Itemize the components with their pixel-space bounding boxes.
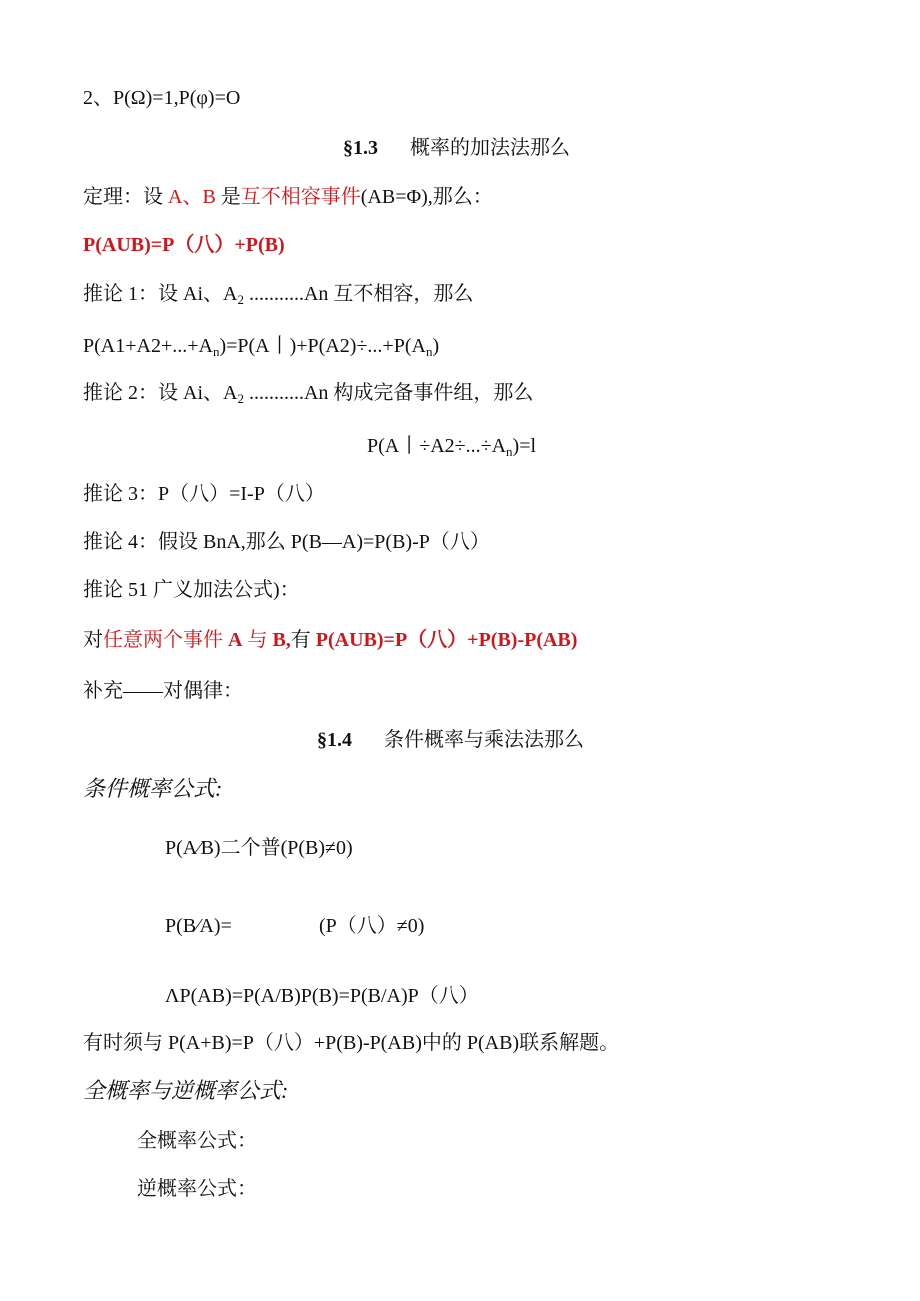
corollary-1-formula — [83, 334, 439, 358]
duality-law: 补充——对偶律： — [83, 680, 243, 702]
section-title: 概率的加法法那么 — [410, 137, 570, 159]
subscript: n — [212, 344, 220, 359]
subscript: n — [506, 444, 513, 459]
corollary-2-text-2: ...........An 构成完备事件组，那么 — [243, 382, 534, 404]
section-number: §1.3 — [343, 137, 378, 159]
conditional-formula-1: P(A⁄B)二个普(P(B)≠0) — [165, 837, 353, 859]
theorem-mutually-exclusive: 互不相容事件 — [240, 186, 361, 208]
section-title: 条件概率与乘法法那么 — [384, 729, 584, 751]
conditional-probability-title: 条件概率公式: — [83, 776, 223, 801]
text-have: 有 — [290, 629, 316, 651]
text-and: 与 — [242, 629, 273, 651]
theorem-text-3: (AB=Φ),那么： — [360, 186, 493, 208]
formula-part: P(A1+A2+...+A — [83, 335, 213, 357]
formula-part-2: )=P(A丨)+P(A2)÷...+P(A — [219, 335, 426, 357]
subscript: 2 — [237, 391, 244, 406]
general-addition-formula — [83, 628, 577, 652]
multiplication-formula: ΛP(AB)=P(A/B)P(B)=P(B/A)P（八） — [165, 985, 479, 1007]
corollary-4: 推论 4：假设 BnA,那么 P(B—A)=P(B)-P（八） — [83, 531, 490, 553]
corollary-5: 推论 51 广义加法公式)： — [83, 579, 300, 601]
formula-left: P(B⁄A)= — [165, 915, 232, 937]
corollary-1 — [83, 282, 473, 306]
event-a: A — [228, 629, 243, 651]
line-prob-omega: 2、P(Ω)=1,P(φ)=O — [83, 87, 241, 109]
section-number: §1.4 — [317, 729, 352, 751]
total-inverse-title: 全概率与逆概率公式: — [83, 1078, 289, 1103]
corollary-2 — [83, 381, 533, 405]
total-probability-label: 全概率公式： — [137, 1130, 257, 1152]
text-any-two-events: 任意两个事件 — [103, 629, 228, 651]
theorem-line — [83, 185, 493, 209]
corollary-1-text-2: ...........An 互不相容，那么 — [243, 283, 474, 305]
event-b: B, — [272, 629, 291, 651]
formula-part-3: ) — [432, 335, 440, 357]
corollary-2-text: 推论 2：设 Ai、A — [83, 382, 238, 404]
formula-part: P(A丨÷A2÷...÷A — [367, 435, 507, 457]
text: 对 — [83, 629, 103, 651]
theorem-text-2: 是 — [215, 186, 241, 208]
conditional-formula-2-condition: (P（八）≠0) — [319, 915, 425, 937]
corollary-1-text: 推论 1：设 Ai、A — [83, 283, 238, 305]
general-formula: P(AUB)=P（八）+P(B)-P(AB) — [315, 629, 578, 651]
theorem-text: 定理：设 — [83, 186, 168, 208]
corollary-2-formula — [367, 434, 536, 458]
conditional-formula-2 — [165, 914, 232, 938]
subscript: n — [425, 344, 433, 359]
inverse-probability-label: 逆概率公式： — [137, 1178, 257, 1200]
corollary-3: 推论 3：P（八）=I-P（八） — [83, 483, 325, 505]
theorem-events: A、B — [168, 186, 216, 208]
formula-part-2: )=l — [512, 435, 537, 457]
note-line: 有时须与 P(A+B)=P（八）+P(B)-P(AB)中的 P(AB)联系解题。 — [83, 1032, 620, 1054]
section-1-3-heading — [343, 136, 570, 160]
subscript: 2 — [237, 292, 244, 307]
section-1-4-heading — [317, 728, 584, 752]
addition-formula: P(AUB)=P（八）+P(B) — [83, 234, 285, 256]
